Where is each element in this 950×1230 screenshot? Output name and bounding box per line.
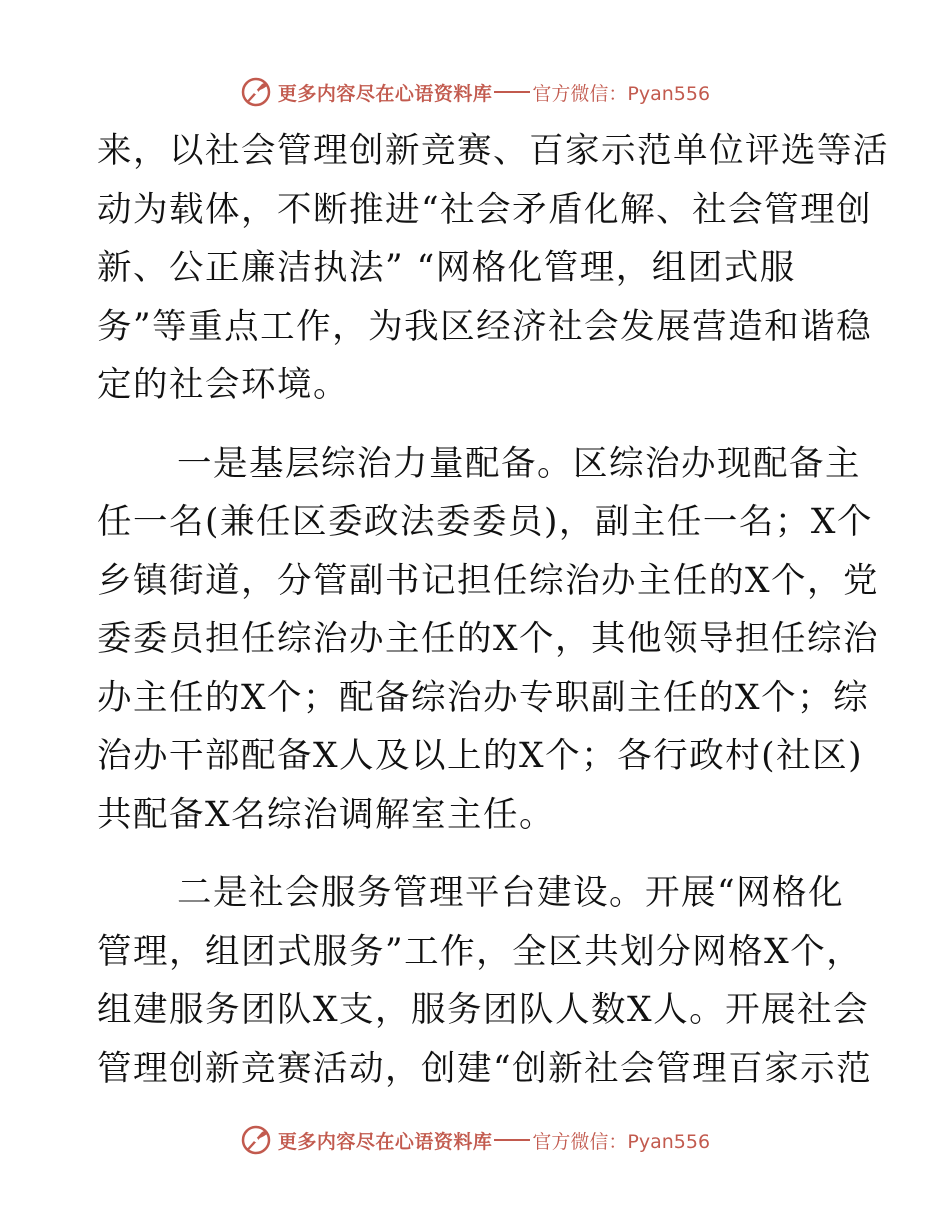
quill-logo-icon	[240, 1124, 272, 1156]
text-line: 乡镇街道，分管副书记担任综治办主任的X个，党	[97, 560, 880, 601]
watermark-wechat: 官方微信：Pyan556	[532, 1130, 711, 1153]
text-line: 来，以社会管理创新竞赛、百家示范单位评选等活	[97, 131, 889, 171]
text-line: 一是基层综治力量配备。区综治办现配备主	[177, 443, 861, 484]
paragraph-gap	[97, 844, 857, 864]
footer-watermark	[0, 1120, 950, 1160]
watermark-text: 更多内容尽在心语资料库	[277, 1130, 493, 1153]
text-line: 二是社会服务管理平台建设。开展“网格化	[177, 873, 845, 913]
paragraph-intro	[97, 122, 889, 415]
text-line: 动为载体，不断推进“社会矛盾化解、社会管理创	[97, 189, 873, 230]
text-line: 共配备X名综治调解室主任。	[97, 794, 556, 835]
text-line: 任一名(兼任区委政法委委员)，副主任一名；X个	[97, 502, 873, 542]
text-line: 组建服务团队X支，服务团队人数X人。开展社会	[97, 990, 870, 1030]
paragraph-platform	[97, 864, 873, 1098]
watermark-wechat: 官方微信：Pyan556	[532, 82, 711, 105]
paragraph-staffing	[97, 435, 880, 845]
text-line: 务”等重点工作，为我区经济社会发展营造和谐稳	[97, 306, 873, 347]
watermark-dash	[494, 91, 530, 93]
quill-logo-icon	[240, 76, 272, 108]
text-line: 定的社会环境。	[97, 365, 349, 405]
watermark-text: 更多内容尽在心语资料库	[277, 82, 493, 105]
document-body	[97, 122, 889, 1098]
text-line: 管理创新竞赛活动，创建“创新社会管理百家示范	[97, 1048, 873, 1089]
text-line: 管理，组团式服务”工作，全区共划分网格X个，	[97, 931, 863, 972]
text-line: 办主任的X个；配备综治办专职副主任的X个；综	[97, 677, 870, 718]
text-line: 委委员担任综治办主任的X个，其他领导担任综治	[97, 619, 880, 659]
text-line: 新、公正廉洁执法” “网格化管理，组团式服	[97, 248, 796, 288]
watermark-dash	[494, 1139, 530, 1141]
header-watermark	[0, 72, 950, 112]
paragraph-gap	[97, 415, 857, 435]
text-line: 治办干部配备X人及以上的X个；各行政村(社区)	[97, 736, 864, 776]
